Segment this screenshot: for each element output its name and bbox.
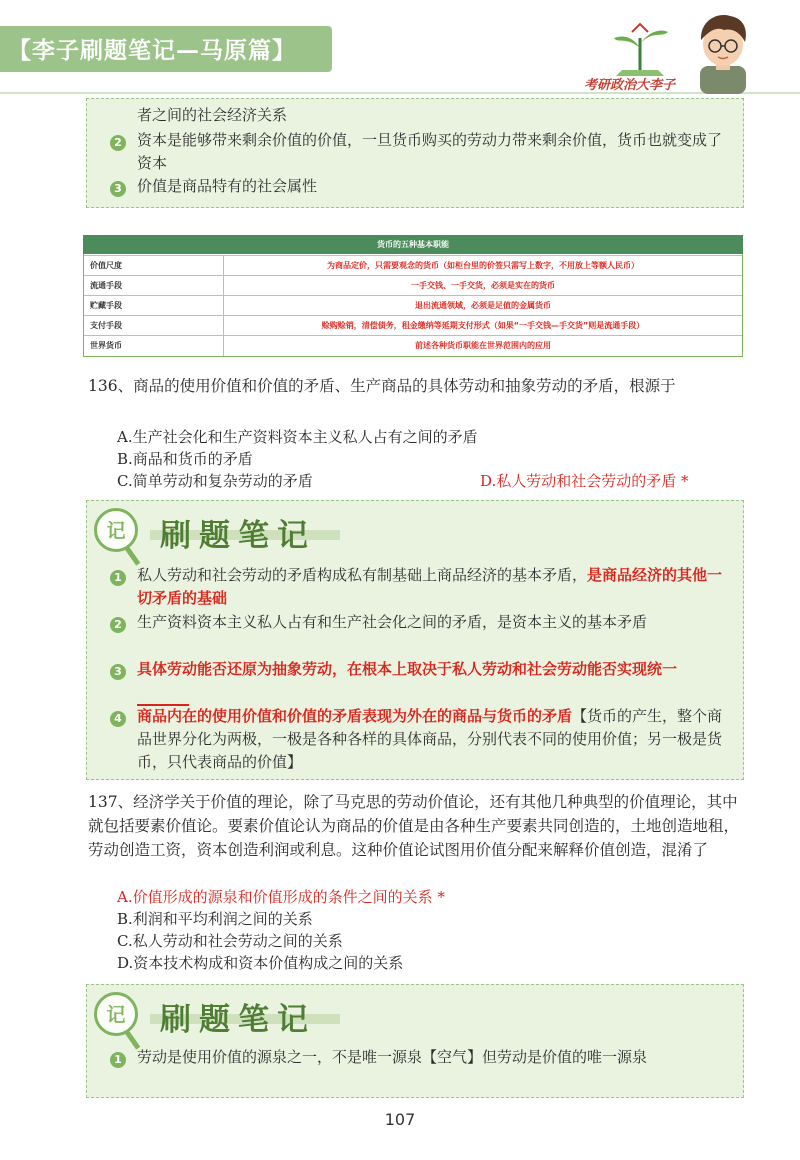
q136-option-d-correct (480, 470, 689, 492)
q137-option-c: C.私人劳动和社会劳动之间的关系 (117, 932, 343, 950)
note-bullet: 1 (110, 570, 126, 586)
table-row (84, 255, 742, 276)
author-avatar (688, 10, 758, 94)
table-row (84, 315, 742, 336)
q136-option-b: B.商品和货币的矛盾 (117, 450, 253, 468)
note-bullet: 3 (110, 664, 126, 680)
table-cell-desc: 赊购赊销，清偿债务，租金缴纳等延期支付形式（如果“一手交钱—手交货”则是流通手段） (321, 321, 645, 330)
note-136-item-3: 具体劳动能否还原为抽象劳动，在根本上取决于私人劳动和社会劳动能否实现统一 (137, 660, 678, 678)
note-136-item-4 (137, 705, 733, 774)
table-cell-name: 贮藏手段 (84, 296, 224, 316)
note-seal-icon: 记 (94, 508, 138, 552)
note-item-text: 价值是商品特有的社会属性 (137, 177, 318, 195)
question-137-stem: 137、经济学关于价值的理论，除了马克思的劳动价值论，还有其他几种典型的价值理论，其中就包括要素价值论。要素价值论认为商品的价值是由各种生产要素共同创造的，土地创造地租，劳动创造工资，资本创造利润或利息。这种价值论试图用价值分配来解释价值创造，混淆了 (88, 793, 740, 859)
page-header-title: 【李子刷题笔记—马原篇】 (8, 37, 296, 64)
table-cell-name: 支付手段 (84, 316, 224, 336)
page-number: 107 (384, 1110, 416, 1129)
correct-answer-star: * (437, 888, 445, 906)
note-bullet: 2 (110, 617, 126, 633)
table-cell-desc: 为商品定价，只需要观念的货币（如柜台里的价签只需写上数字，不用放上等额人民币） (327, 261, 639, 270)
question-136-stem: 136、商品的使用价值和价值的矛盾、生产商品的具体劳动和抽象劳动的矛盾，根源于 (88, 377, 676, 395)
note-plain-text: 【货币的产生，整个商品世界分化为两极，一极是各种各样的具体商品，分别代表不同的使用价值；另一极是货币，只代表商品的价值】 (137, 707, 723, 771)
q136-option-a: A.生产社会化和生产资料资本主义私人占有之间的矛盾 (117, 428, 478, 446)
q137-option-d: D.资本技术构成和资本价值构成之间的关系 (117, 954, 404, 972)
table-row (84, 295, 742, 316)
note-136-item-1 (137, 564, 733, 610)
table-cell-name: 流通手段 (84, 276, 224, 296)
table-cell-desc: 一手交钱、一手交货，必须是实在的货币 (411, 281, 555, 290)
table-title: 货币的五种基本职能 (83, 235, 743, 254)
table-row (84, 335, 742, 356)
note-title: 刷题笔记 (160, 518, 316, 554)
table-cell-name: 世界货币 (84, 336, 224, 356)
note-bullet: 3 (110, 181, 126, 197)
note-bullet: 1 (110, 1052, 126, 1068)
note-137-item-1: 劳动是使用价值的源泉之一，不是唯一源泉【空气】但劳动是价值的唯一源泉 (137, 1048, 648, 1066)
note-highlight-text: 是商品经济的其他一切矛盾的基础 (137, 566, 723, 607)
table-cell-name: 价值尺度 (84, 256, 224, 276)
table-cell-desc: 退出流通领域，必须是足值的金属货币 (415, 301, 551, 310)
q137-option-a-text: A.价值形成的源泉和价值形成的条件之间的关系 (117, 888, 433, 906)
note-bullet: 4 (110, 711, 126, 727)
q136-option-c: C.简单劳动和复杂劳动的矛盾 (117, 472, 313, 490)
q137-option-a-correct (117, 886, 445, 908)
note-plain-text: 私人劳动和社会劳动的矛盾构成私有制基础上商品经济的基本矛盾， (137, 566, 588, 584)
note-136-item-2: 生产资料资本主义私人占有和生产社会化之间的矛盾，是资本主义的基本矛盾 (137, 613, 648, 631)
brand-name: 考研政治大李子 (584, 78, 676, 93)
note-title: 刷题笔记 (160, 1002, 316, 1038)
table-cell-desc: 前述各种货币职能在世界范围内的应用 (415, 341, 551, 350)
note-item-text: 资本是能够带来剩余价值的价值，一旦货币购买的劳动力带来剩余价值，货币也就变成了资本 (137, 131, 723, 172)
correct-answer-star: * (681, 472, 689, 490)
q137-option-b: B.利润和平均利润之间的关系 (117, 910, 313, 928)
note-continued-text: 者之间的社会经济关系 (137, 106, 288, 124)
q136-option-d-text: D.私人劳动和社会劳动的矛盾 (480, 472, 677, 490)
note-highlight-text: 商品内在的使用价值和价值的矛盾表现为外在的商品与货币的矛盾 (137, 707, 573, 725)
table-row (84, 275, 742, 296)
note-seal-icon: 记 (94, 992, 138, 1036)
note-bullet: 2 (110, 135, 126, 151)
